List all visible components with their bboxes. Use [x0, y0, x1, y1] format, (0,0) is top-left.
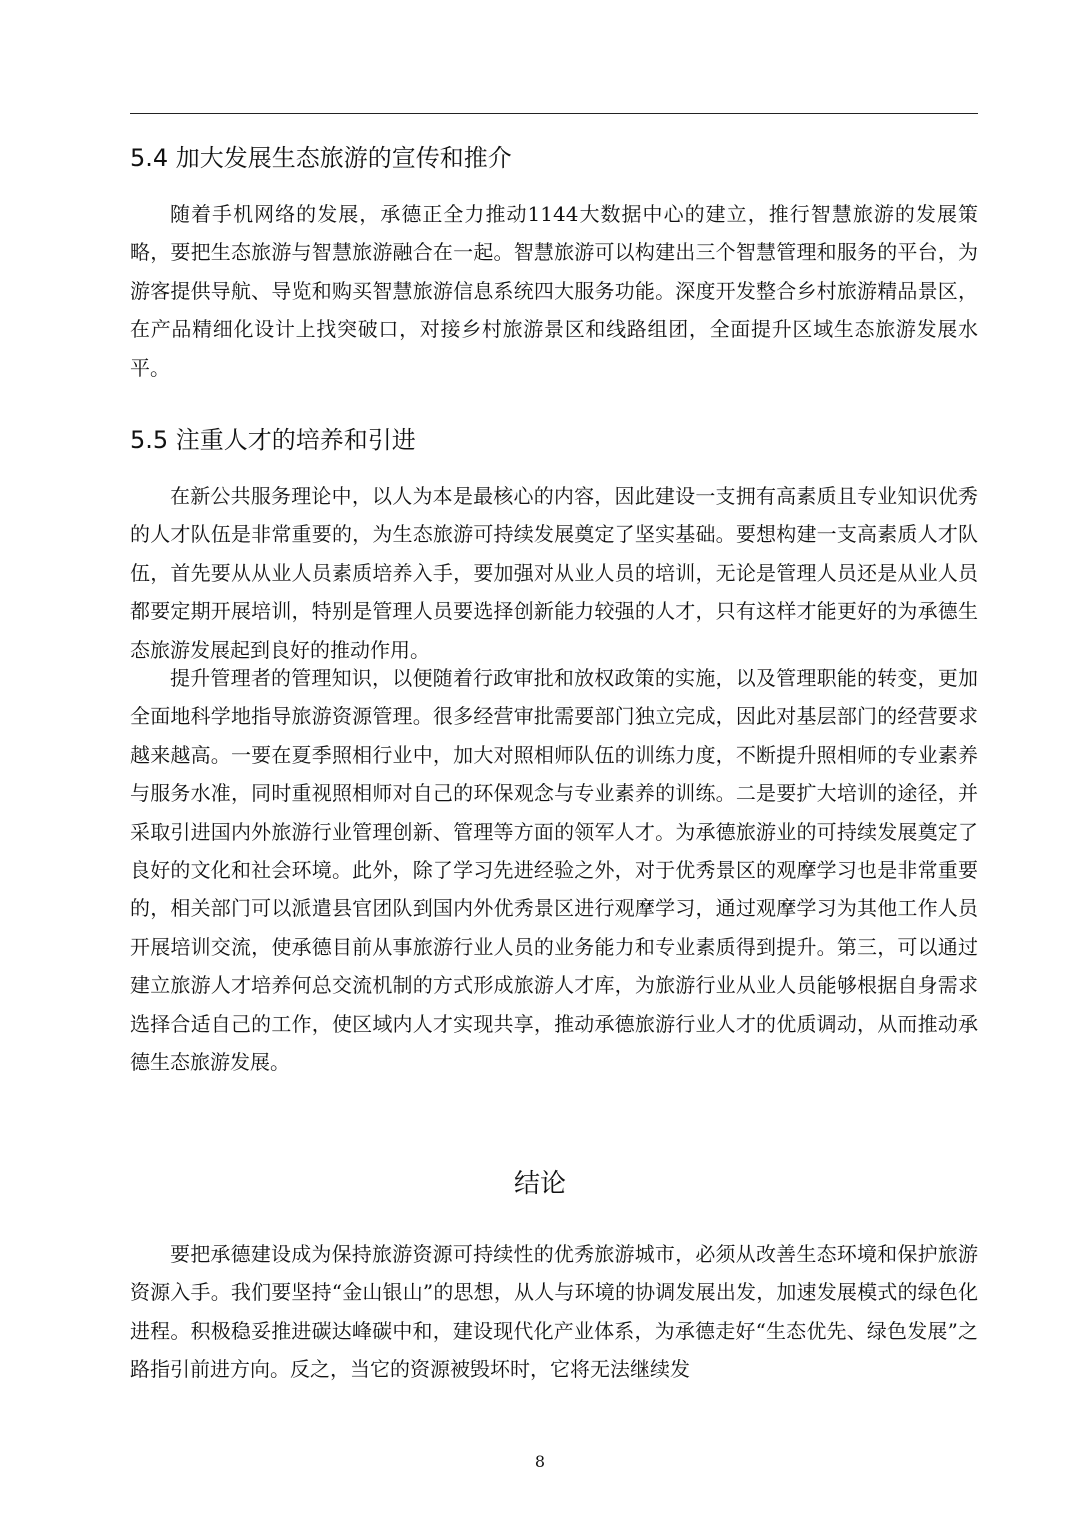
section-heading-5-4: 5.4 加大发展生态旅游的宣传和推介 [130, 144, 512, 172]
paragraph: 在新公共服务理论中，以人为本是最核心的内容，因此建设一支拥有高素质且专业知识优秀的人才队伍是非常重要的，为生态旅游可持续发展奠定了坚实基础。要想构建一支高素质人才队伍，首先要从从业人员素质培养入手，要加强对从业人员的培训，无论是管理人员还是从业人员都要定期开展培训，特别是管理人员要选择创新能力较强的人才，只有这样才能更好的为承德生态旅游发展起到良好的推动作用。 [130, 484, 978, 662]
conclusion-title: 结论 [513, 1169, 566, 1199]
section-heading-5-5: 5.5 注重人才的培养和引进 [130, 426, 416, 454]
paragraph: 要把承德建设成为保持旅游资源可持续性的优秀旅游城市，必须从改善生态环境和保护旅游资源入手。我们要坚持“金山银山”的思想，从人与环境的协调发展出发，加速发展模式的绿色化进程。积极稳妥推进碳达峰碳中和，建设现代化产业体系，为承德走好“生态优先、绿色发展”之路指引前进方向。反之，当它的资源被毁坏时，它将无法继续发 [130, 1242, 978, 1382]
paragraph: 随着手机网络的发展，承德正全力推动1144大数据中心的建立，推行智慧旅游的发展策略，要把生态旅游与智慧旅游融合在一起。智慧旅游可以构建出三个智慧管理和服务的平台，为游客提供导航、导览和购买智慧旅游信息系统四大服务功能。深度开发整合乡村旅游精品景区，在产品精细化设计上找突破口，对接乡村旅游景区和线路组团，全面提升区域生态旅游发展水平。 [130, 202, 978, 380]
paragraph: 提升管理者的管理知识，以便随着行政审批和放权政策的实施，以及管理职能的转变，更加全面地科学地指导旅游资源管理。很多经营审批需要部门独立完成，因此对基层部门的经营要求越来越高。一要在夏季照相行业中，加大对照相师队伍的训练力度，不断提升照相师的专业素养与服务水准，同时重视照相师对自己的环保观念与专业素养的训练。二是要扩大培训的途径，并采取引进国内外旅游行业管理创新、管理等方面的领军人才。为承德旅游业的可持续发展奠定了良好的文化和社会环境。此外，除了学习先进经验之外，对于优秀景区的观摩学习也是非常重要的，相关部门可以派遣县官团队到国内外优秀景区进行观摩学习，通过观摩学习为其他工作人员开展培训交流，使承德目前从事旅游行业人员的业务能力和专业素质得到提升。第三，可以通过建立旅游人才培养何总交流机制的方式形成旅游人才库，为旅游行业从业人员能够根据自身需求选择合适自己的工作，使区域内人才实现共享，推动承德旅游行业人才的优质调动，从而推动承德生态旅游发展。 [130, 666, 978, 1075]
header-rule [130, 113, 978, 114]
page-number: 8 [534, 1452, 546, 1471]
